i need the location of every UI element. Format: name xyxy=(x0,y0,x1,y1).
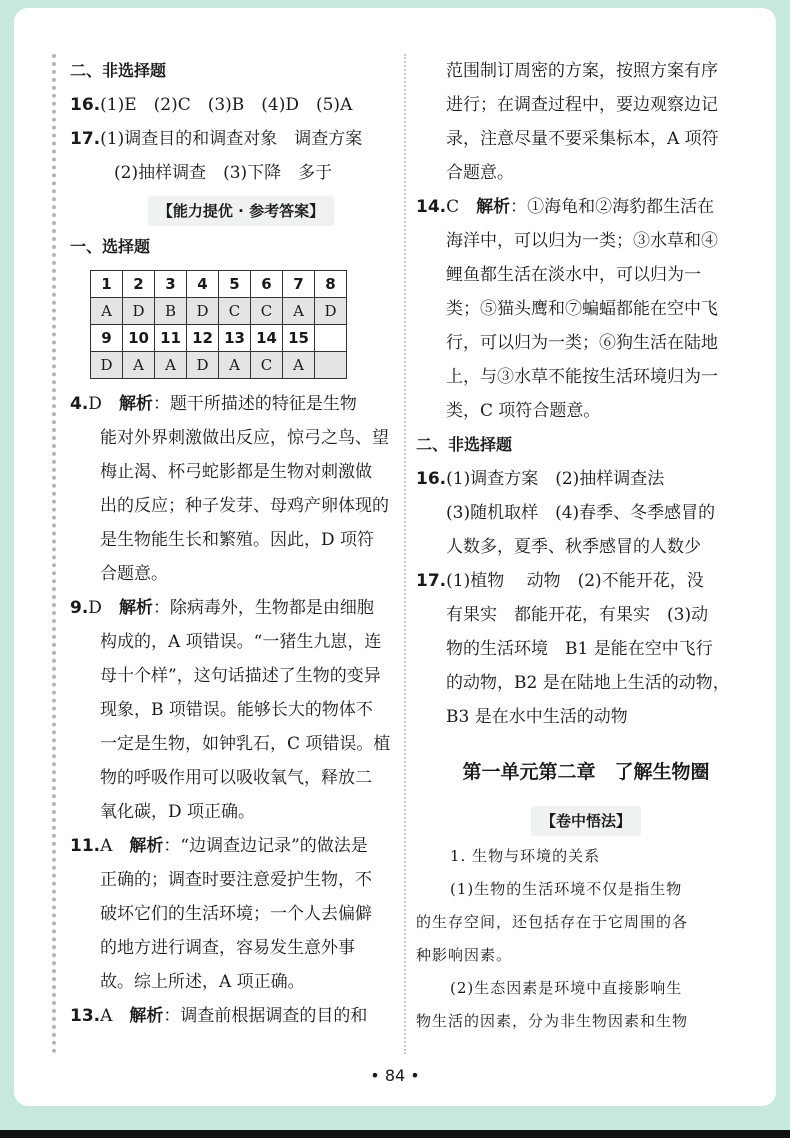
question-number: 16. xyxy=(70,95,101,115)
method-header: 【卷中悟法】 xyxy=(416,806,756,836)
bottom-bar xyxy=(0,1130,790,1138)
text-line: 物的呼吸作用可以吸收氧气，释放二 xyxy=(100,768,372,788)
text-line: 是生物能生长和繁殖。因此，D 项符 xyxy=(100,530,375,550)
text-line: 氧化碳，D 项正确。 xyxy=(100,802,256,822)
text-line: 破坏它们的生活环境；一个人去偏僻 xyxy=(100,904,372,924)
answer-16 xyxy=(70,88,412,122)
ability-header: 【能力提优 · 参考答案】 xyxy=(70,196,412,226)
text-line: 进行；在调查过程中，要边观察边记 xyxy=(446,95,718,115)
text-line: 上，与③水草不能按生活环境归为一 xyxy=(446,367,718,387)
question-number: 17. xyxy=(70,129,101,149)
left-column xyxy=(52,54,412,1054)
text-line: 范围制订周密的方案，按照方案有序 xyxy=(446,61,718,81)
text-line: 物生活的因素，分为非生物因素和生物 xyxy=(416,1012,689,1030)
text-line: 合题意。 xyxy=(446,163,514,183)
text-line: 海洋中，可以归为一类；③水草和④ xyxy=(446,231,718,251)
text-line: B3 是在水中生活的动物 xyxy=(446,707,628,727)
text-line: 有果实 都能开花，有果实 (3)动 xyxy=(446,605,709,625)
text-line: (3)随机取样 (4)春季、冬季感冒的 xyxy=(446,503,716,523)
page-number: • 84 • xyxy=(370,1066,420,1085)
text-line: 人数多，夏季、秋季感冒的人数少 xyxy=(446,537,701,557)
text-line: 1. 生物与环境的关系 xyxy=(450,847,601,865)
text-line: 一定是生物，如钟乳石，C 项错误。植 xyxy=(100,734,391,754)
table-row: D A A D A C A xyxy=(91,352,347,379)
text-line: (2)生态因素是环境中直接影响生 xyxy=(450,979,683,997)
text-line: 出的反应；种子发芽、母鸡产卵体现的 xyxy=(100,496,389,516)
text-line: 行，可以归为一类；⑥狗生活在陆地 xyxy=(446,333,718,353)
answer-11: 11.A 解析：“边调查边记录”的做法是 xyxy=(70,836,368,856)
text-line: 母十个样”，这句话描述了生物的变异 xyxy=(100,666,381,686)
text-line: 类，C 项符合题意。 xyxy=(446,401,601,421)
text-line: 类；⑤猫头鹰和⑦蝙蝠都能在空中飞 xyxy=(446,299,718,319)
answer-16: 16.(1)调查方案 (2)抽样调查法 xyxy=(416,469,665,489)
table-row: 9 10 11 12 13 14 15 xyxy=(91,325,347,352)
text-line: 构成的，A 项错误。“一猪生九崽，连 xyxy=(100,632,382,652)
text-line: 故。综上所述，A 项正确。 xyxy=(100,972,305,992)
answer-17-cont: (2)抽样调查 (3)下降 多于 xyxy=(114,163,333,183)
text-line: 正确的；调查时要注意爱护生物，不 xyxy=(100,870,372,890)
table-row: A D B D C C A D xyxy=(91,298,347,325)
text-line: 现象，B 项错误。能够长大的物体不 xyxy=(100,700,373,720)
text-line: 的动物，B2 是在陆地上生活的动物， xyxy=(446,673,730,693)
section-title: 一、选择题 xyxy=(70,237,151,256)
section-title: 二、非选择题 xyxy=(70,61,167,80)
text-line: 鲤鱼都生活在淡水中，可以归为一 xyxy=(446,265,701,285)
answer-table xyxy=(90,270,347,379)
table-row: 1 2 3 4 5 6 7 8 xyxy=(91,271,347,298)
text-line: 的地方进行调查，容易发生意外事 xyxy=(100,938,355,958)
text-line: 的生存空间，还包括存在于它周围的各 xyxy=(416,913,689,931)
answer-17 xyxy=(70,122,412,156)
answer-text: (1)E (2)C (3)B (4)D (5)A xyxy=(100,95,353,115)
text-line: 梅止渴、杯弓蛇影都是生物对刺激做 xyxy=(100,462,372,482)
answer-4: 4.D 解析：题干所描述的特征是生物 xyxy=(70,394,357,414)
right-column xyxy=(404,54,756,1054)
text-line: 录，注意尽量不要采集标本，A 项符 xyxy=(446,129,719,149)
section-title: 二、非选择题 xyxy=(416,435,513,454)
text-line: 物的生活环境 B1 是能在空中飞行 xyxy=(446,639,713,659)
answer-text: (1)调查目的和调查对象 调查方案 xyxy=(100,129,363,149)
answer-14: 14.C 解析：①海龟和②海豹都生活在 xyxy=(416,197,715,217)
answer-17: 17.(1)植物 动物 (2)不能开花，没 xyxy=(416,571,704,591)
answer-9: 9.D 解析：除病毒外，生物都是由细胞 xyxy=(70,598,374,618)
text-line: (1)生物的生活环境不仅是指生物 xyxy=(450,880,683,898)
text-line: 能对外界刺激做出反应，惊弓之鸟、望 xyxy=(100,428,389,448)
answer-13: 13.A 解析：调查前根据调查的目的和 xyxy=(70,1006,368,1026)
text-line: 种影响因素。 xyxy=(416,946,513,964)
chapter-title: 第一单元第二章 了解生物圈 xyxy=(462,761,710,783)
text-line: 合题意。 xyxy=(100,564,168,584)
